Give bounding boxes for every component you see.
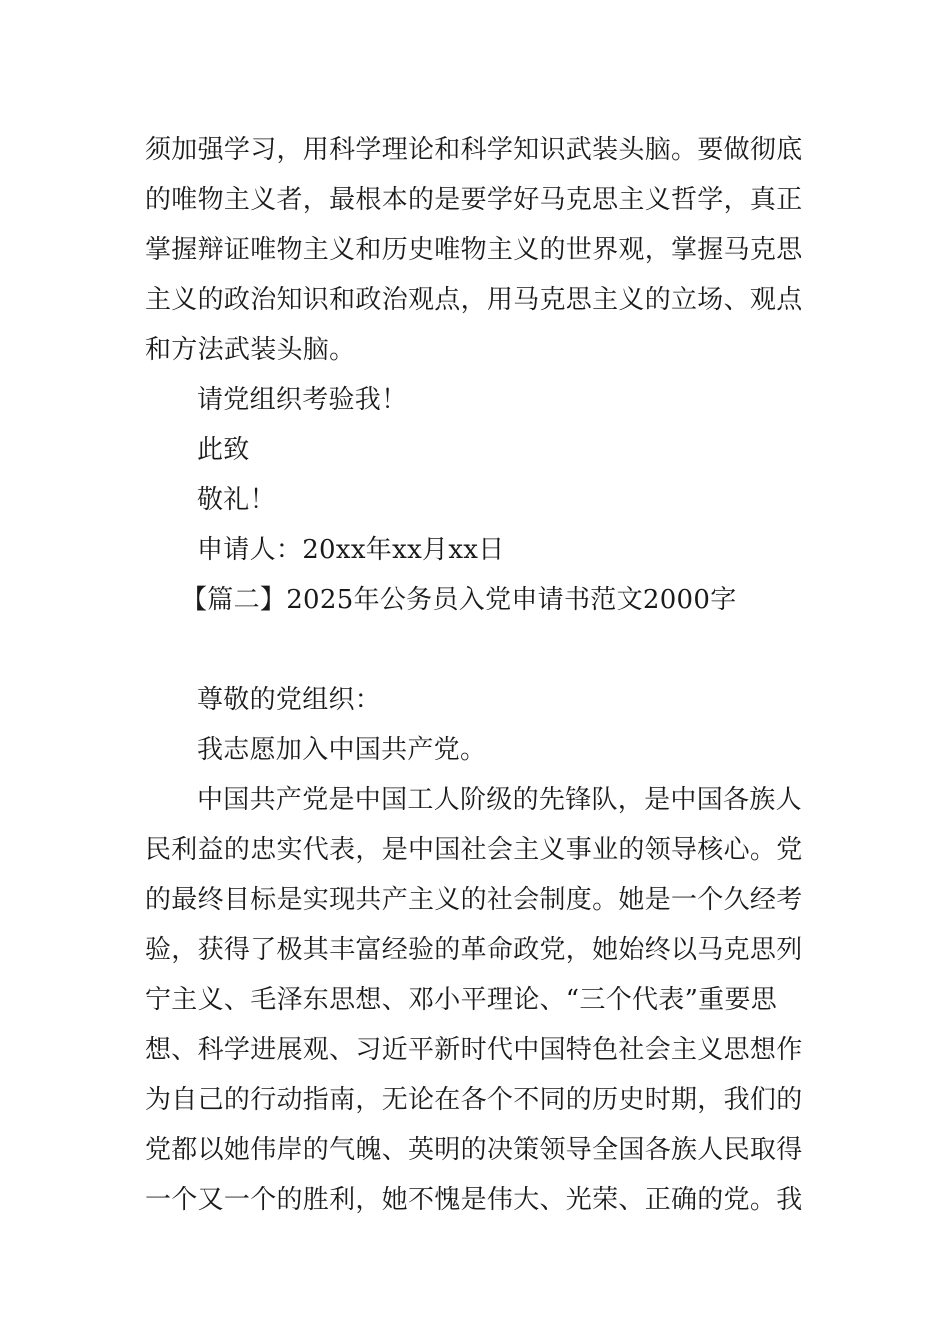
paragraph-1-line-4: 主义的政治知识和政治观点，用马克思主义的立场、观点 xyxy=(145,285,803,315)
paragraph-1-line-2: 的唯物主义者，最根本的是要学好马克思主义哲学，真正 xyxy=(145,185,803,215)
closing-request: 请党组织考验我！ xyxy=(197,385,408,415)
closing-salute-2: 敬礼！ xyxy=(197,485,276,515)
paragraph-2-line-2: 民利益的忠实代表，是中国社会主义事业的领导核心。党 xyxy=(145,835,803,865)
paragraph-2-line-3: 的最终目标是实现共产主义的社会制度。她是一个久经考 xyxy=(145,885,803,915)
paragraph-1-line-1: 须加强学习，用科学理论和科学知识武装头脑。要做彻底 xyxy=(145,135,803,165)
paragraph-2-line-9: 一个又一个的胜利，她不愧是伟大、光荣、正确的党。我 xyxy=(145,1185,803,1215)
closing-salute-1: 此致 xyxy=(197,435,250,465)
paragraph-1-line-3: 掌握辩证唯物主义和历史唯物主义的世界观，掌握马克思 xyxy=(145,235,803,265)
paragraph-2-line-5: 宁主义、毛泽东思想、邓小平理论、“三个代表”重要思 xyxy=(145,985,778,1015)
section-heading: 【篇二】2025年公务员入党申请书范文2000字 xyxy=(181,585,737,615)
greeting: 尊敬的党组织： xyxy=(197,685,382,715)
paragraph-2-line-8: 党都以她伟岸的气魄、英明的决策领导全国各族人民取得 xyxy=(145,1135,803,1165)
paragraph-2-line-4: 验，获得了极其丰富经验的革命政党，她始终以马克思列 xyxy=(145,935,803,965)
statement: 我志愿加入中国共产党。 xyxy=(197,735,487,765)
paragraph-2-line-7: 为自己的行动指南，无论在各个不同的历史时期，我们的 xyxy=(145,1085,803,1115)
paragraph-2-line-1: 中国共产党是中国工人阶级的先锋队，是中国各族人 xyxy=(197,785,802,815)
paragraph-2-line-6: 想、科学进展观、习近平新时代中国特色社会主义思想作 xyxy=(145,1035,803,1065)
signature-date: 申请人：20xx年xx月xx日 xyxy=(197,535,505,565)
paragraph-1-line-5: 和方法武装头脑。 xyxy=(145,335,356,365)
